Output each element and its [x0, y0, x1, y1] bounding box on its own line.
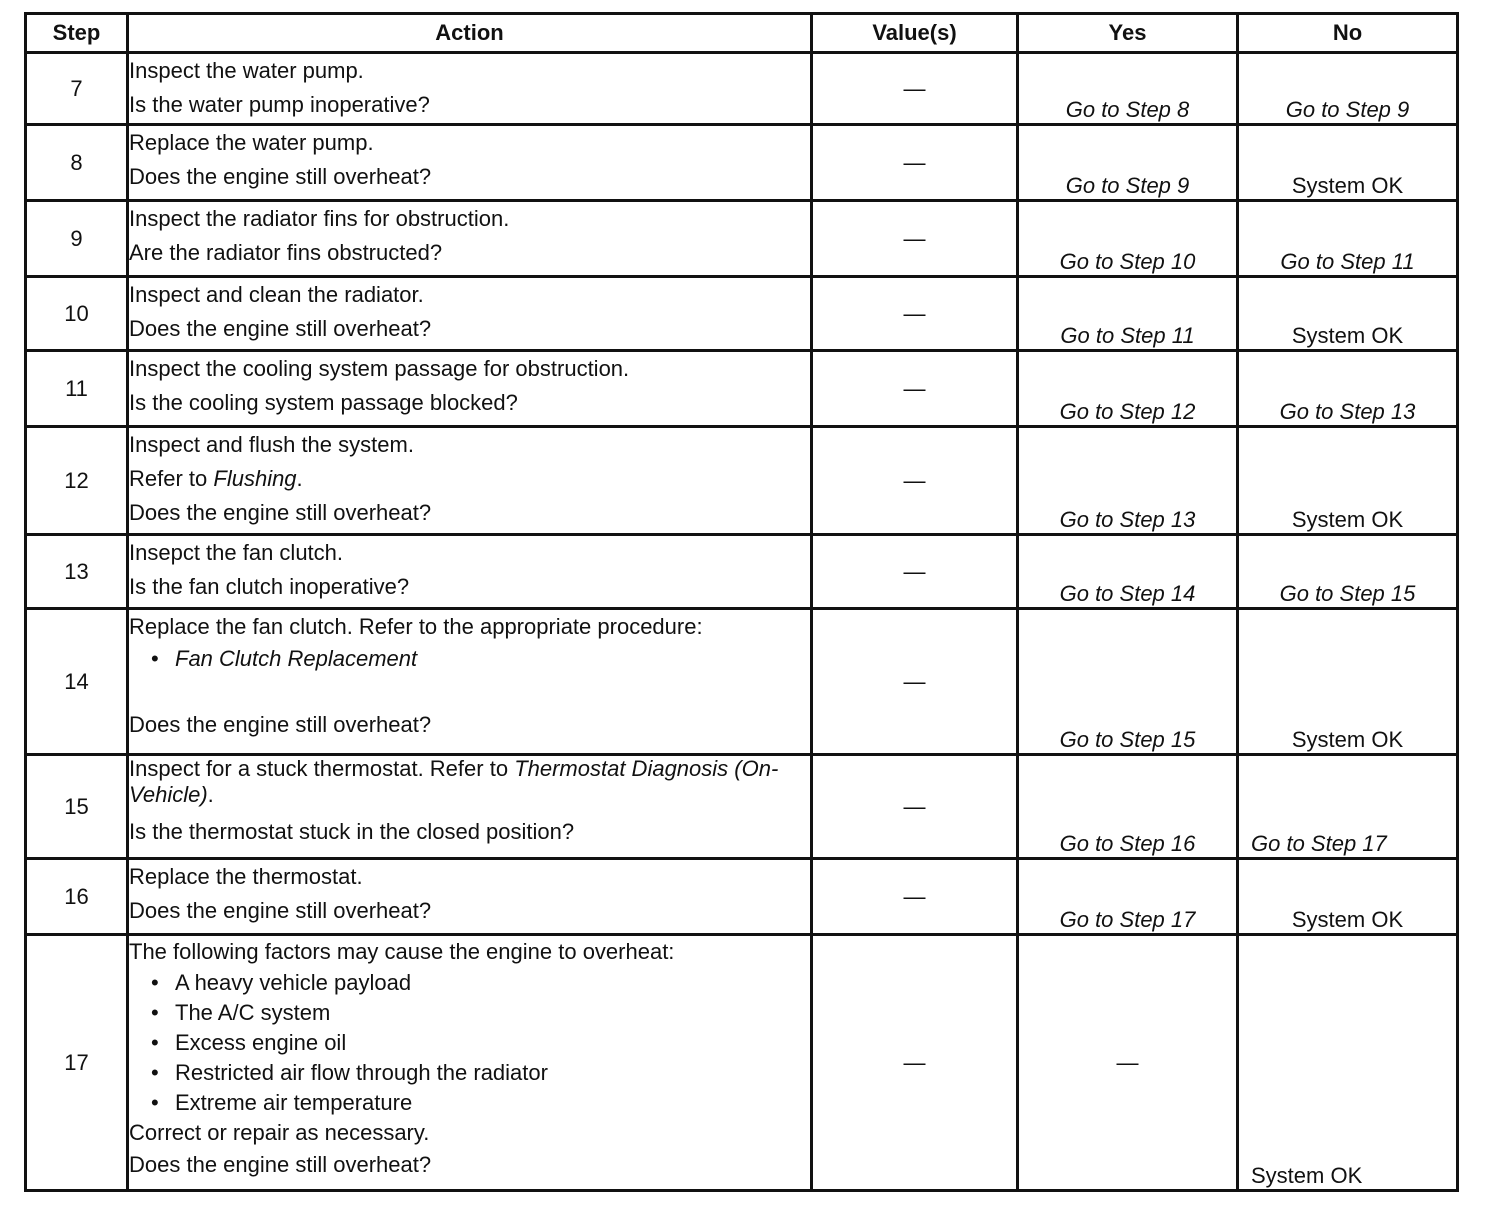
step-number: 14 [26, 609, 128, 755]
thermostat-diagnosis-reference: Thermostat Diagnosis (On-Vehicle) [129, 756, 779, 808]
yes-cell: Go to Step 14 [1018, 535, 1238, 609]
bullet-icon: • [151, 1059, 159, 1085]
fan-clutch-replacement-reference: Fan Clutch Replacement [175, 646, 418, 672]
no-cell: Go to Step 15 [1238, 535, 1458, 609]
bullet-icon: • [151, 969, 159, 995]
no-cell: Go to Step 17 [1238, 755, 1458, 859]
action-question: Does the engine still overheat? [129, 500, 432, 526]
list-item [151, 1028, 810, 1058]
value-cell: — [812, 859, 1018, 935]
table-row-step-15 [26, 755, 1458, 859]
action-question: Is the water pump inoperative? [129, 92, 430, 118]
value-cell: — [812, 125, 1018, 201]
yes-cell: Go to Step 12 [1018, 351, 1238, 427]
action-line: Correct or repair as necessary. [129, 1120, 430, 1146]
header-row [26, 14, 1458, 53]
no-cell: System OK [1238, 935, 1458, 1191]
list-item [151, 1058, 810, 1088]
action-cell [128, 535, 812, 609]
step-number: 12 [26, 427, 128, 535]
action-cell [128, 201, 812, 277]
yes-cell: — [1018, 935, 1238, 1191]
step-number: 9 [26, 201, 128, 277]
step-number: 10 [26, 277, 128, 351]
refer-to-text: Refer to [129, 466, 208, 492]
action-cell [128, 53, 812, 125]
action-question: Are the radiator fins obstructed? [129, 240, 443, 266]
value-cell: — [812, 277, 1018, 351]
table-row-step-12 [26, 427, 1458, 535]
spacer [129, 674, 810, 708]
table-row-step-16 [26, 859, 1458, 935]
table-row-step-9 [26, 201, 1458, 277]
action-question: Does the engine still overheat? [129, 898, 432, 924]
factor-text: The A/C system [175, 999, 331, 1025]
no-cell: System OK [1238, 277, 1458, 351]
action-line: Inspect for a stuck thermostat. Refer to [129, 756, 509, 781]
value-cell: — [812, 427, 1018, 535]
action-cell [128, 277, 812, 351]
no-cell: System OK [1238, 427, 1458, 535]
value-cell: — [812, 935, 1018, 1191]
no-cell: Go to Step 13 [1238, 351, 1458, 427]
flushing-reference: Flushing [213, 466, 297, 492]
procedure-list [129, 644, 810, 674]
header-action: Action [128, 14, 812, 53]
value-cell: — [812, 535, 1018, 609]
list-item [151, 1088, 810, 1118]
no-cell: System OK [1238, 125, 1458, 201]
period: . [296, 466, 303, 492]
table-row-step-17 [26, 935, 1458, 1191]
action-line: Inspect and clean the radiator. [129, 282, 424, 307]
table-row-step-8 [26, 125, 1458, 201]
step-number: 7 [26, 53, 128, 125]
yes-cell: Go to Step 15 [1018, 609, 1238, 755]
action-cell [128, 935, 812, 1191]
diagnostic-table [24, 12, 1459, 1192]
action-line: Inspect the radiator fins for obstruction. [129, 206, 510, 231]
action-line: Inspect and flush the system. [129, 432, 414, 457]
factor-list [129, 968, 810, 1118]
step-number: 15 [26, 755, 128, 859]
period: . [207, 782, 214, 808]
action-question: Does the engine still overheat? [129, 1152, 432, 1178]
no-cell: System OK [1238, 609, 1458, 755]
table-row-step-14 [26, 609, 1458, 755]
value-cell: — [812, 351, 1018, 427]
action-cell [128, 859, 812, 935]
factor-text: Restricted air flow through the radiator [175, 1059, 548, 1085]
no-cell: System OK [1238, 859, 1458, 935]
list-item [151, 968, 810, 998]
action-cell [128, 755, 812, 859]
factor-text: Extreme air temperature [175, 1089, 413, 1115]
list-item [151, 644, 810, 674]
action-line: Insepct the fan clutch. [129, 540, 344, 565]
yes-cell: Go to Step 8 [1018, 53, 1238, 125]
action-line: Replace the thermostat. [129, 864, 363, 889]
action-question: Does the engine still overheat? [129, 712, 432, 737]
action-cell [128, 427, 812, 535]
action-question: Is the fan clutch inoperative? [129, 574, 410, 600]
action-line: Inspect the water pump. [129, 58, 364, 83]
bullet-icon: • [151, 1029, 159, 1055]
table-row-step-7 [26, 53, 1458, 125]
table-row-step-13 [26, 535, 1458, 609]
yes-cell: Go to Step 11 [1018, 277, 1238, 351]
step-number: 11 [26, 351, 128, 427]
table-row-step-10 [26, 277, 1458, 351]
action-cell [128, 125, 812, 201]
value-cell: — [812, 609, 1018, 755]
bullet-icon: • [151, 646, 159, 672]
factor-text: Excess engine oil [175, 1029, 347, 1055]
action-question: Is the cooling system passage blocked? [129, 390, 518, 416]
no-cell: Go to Step 11 [1238, 201, 1458, 277]
header-step: Step [26, 14, 128, 53]
action-cell [128, 609, 812, 755]
bullet-icon: • [151, 999, 159, 1025]
action-line: Inspect the cooling system passage for obstruction. [129, 356, 630, 381]
yes-cell: Go to Step 9 [1018, 125, 1238, 201]
action-reference-line [129, 756, 810, 809]
value-cell: — [812, 755, 1018, 859]
header-yes: Yes [1018, 14, 1238, 53]
yes-cell: Go to Step 16 [1018, 755, 1238, 859]
action-line: Replace the water pump. [129, 130, 374, 155]
action-line: The following factors may cause the engine to overheat: [129, 939, 675, 964]
bullet-icon: • [151, 1089, 159, 1115]
action-question: Does the engine still overheat? [129, 164, 432, 190]
step-number: 13 [26, 535, 128, 609]
header-values: Value(s) [812, 14, 1018, 53]
list-item [151, 998, 810, 1028]
action-line: Replace the fan clutch. Refer to the appropriate procedure: [129, 614, 703, 639]
action-cell [128, 351, 812, 427]
value-cell: — [812, 201, 1018, 277]
action-question: Is the thermostat stuck in the closed position? [129, 818, 575, 844]
action-reference-line [129, 462, 810, 496]
no-cell: Go to Step 9 [1238, 53, 1458, 125]
yes-cell: Go to Step 13 [1018, 427, 1238, 535]
step-number: 17 [26, 935, 128, 1191]
value-cell: — [812, 53, 1018, 125]
factor-text: A heavy vehicle payload [175, 969, 412, 995]
step-number: 8 [26, 125, 128, 201]
table-row-step-11 [26, 351, 1458, 427]
action-question: Does the engine still overheat? [129, 316, 432, 342]
yes-cell: Go to Step 10 [1018, 201, 1238, 277]
step-number: 16 [26, 859, 128, 935]
header-no: No [1238, 14, 1458, 53]
yes-cell: Go to Step 17 [1018, 859, 1238, 935]
